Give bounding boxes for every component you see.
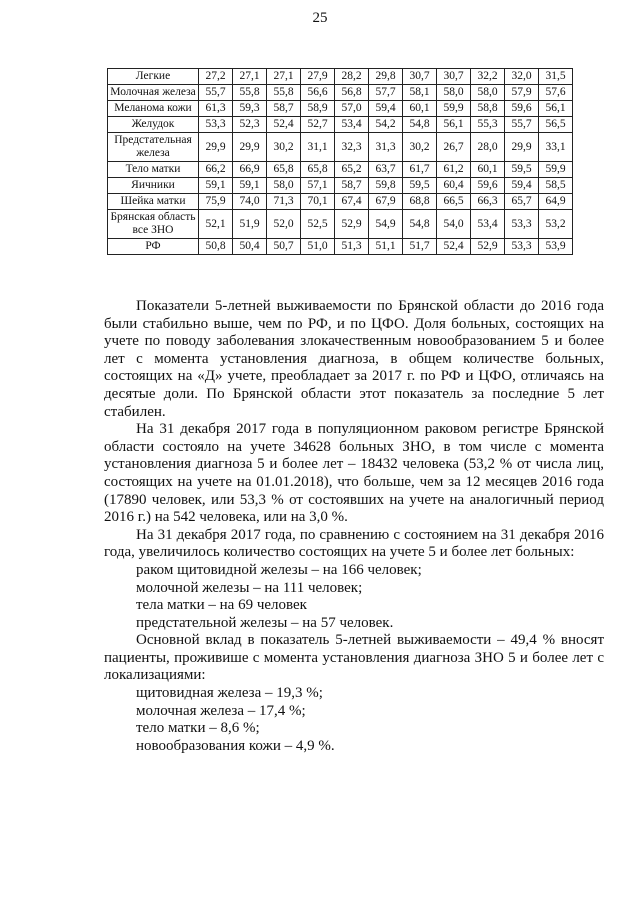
table-cell: 32,0 bbox=[505, 69, 539, 85]
list-item: щитовидная железа – 19,3 %; bbox=[136, 685, 323, 702]
table-cell: 52,4 bbox=[267, 117, 301, 133]
table-cell: 52,0 bbox=[267, 210, 301, 239]
table-cell: 70,1 bbox=[301, 194, 335, 210]
table-cell: 59,4 bbox=[505, 178, 539, 194]
paragraph-main-contribution: Основной вклад в показатель 5-летней выживаемости – 49,4 % вносят пациенты, проживише с момента установления диагноза ЗНО 5 и более лет с локализациями: bbox=[104, 632, 604, 684]
table-cell: 74,0 bbox=[233, 194, 267, 210]
table-cell: 30,2 bbox=[403, 133, 437, 162]
table-cell: 53,3 bbox=[505, 239, 539, 255]
table-cell: 31,5 bbox=[539, 69, 573, 85]
table-cell: 58,5 bbox=[539, 178, 573, 194]
table-cell: 28,0 bbox=[471, 133, 505, 162]
table-cell: 32,2 bbox=[471, 69, 505, 85]
table-cell: 54,0 bbox=[437, 210, 471, 239]
table-row bbox=[108, 210, 573, 239]
list-item: новообразования кожи – 4,9 %. bbox=[136, 737, 335, 754]
row-label: Желудок bbox=[108, 117, 199, 133]
table-cell: 55,7 bbox=[505, 117, 539, 133]
table-cell: 58,1 bbox=[403, 85, 437, 101]
row-label: Предстательная железа bbox=[108, 133, 199, 162]
table-cell: 58,7 bbox=[335, 178, 369, 194]
table-cell: 57,6 bbox=[539, 85, 573, 101]
table-cell: 30,7 bbox=[437, 69, 471, 85]
table-cell: 59,6 bbox=[505, 101, 539, 117]
table-cell: 67,4 bbox=[335, 194, 369, 210]
table-cell: 66,3 bbox=[471, 194, 505, 210]
table-cell: 55,3 bbox=[471, 117, 505, 133]
table-cell: 58,0 bbox=[267, 178, 301, 194]
table-cell: 52,9 bbox=[335, 210, 369, 239]
table-cell: 56,8 bbox=[335, 85, 369, 101]
table-cell: 61,3 bbox=[199, 101, 233, 117]
table-row bbox=[108, 117, 573, 133]
table-row bbox=[108, 101, 573, 117]
table-cell: 54,8 bbox=[403, 117, 437, 133]
table-cell: 27,1 bbox=[233, 69, 267, 85]
table-cell: 58,0 bbox=[471, 85, 505, 101]
table-cell: 51,1 bbox=[369, 239, 403, 255]
table-cell: 26,7 bbox=[437, 133, 471, 162]
table-cell: 52,9 bbox=[471, 239, 505, 255]
row-label: Шейка матки bbox=[108, 194, 199, 210]
table-cell: 59,8 bbox=[369, 178, 403, 194]
table-cell: 65,2 bbox=[335, 162, 369, 178]
table-cell: 58,7 bbox=[267, 101, 301, 117]
table-cell: 56,1 bbox=[539, 101, 573, 117]
table-cell: 52,1 bbox=[199, 210, 233, 239]
table-cell: 54,9 bbox=[369, 210, 403, 239]
table-cell: 52,4 bbox=[437, 239, 471, 255]
list-item: предстательной железы – на 57 человек. bbox=[136, 614, 394, 631]
table-cell: 75,9 bbox=[199, 194, 233, 210]
table-cell: 29,9 bbox=[505, 133, 539, 162]
paragraph-increase-intro: На 31 декабря 2017 года, по сравнению с состоянием на 31 декабря 2016 года, увеличилось количество состоящих на учете 5 и более лет больных: bbox=[104, 526, 604, 561]
body-text bbox=[104, 298, 604, 755]
table-row bbox=[108, 162, 573, 178]
table-cell: 65,8 bbox=[301, 162, 335, 178]
table-cell: 59,1 bbox=[233, 178, 267, 194]
table-cell: 65,7 bbox=[505, 194, 539, 210]
table-cell: 58,8 bbox=[471, 101, 505, 117]
table-cell: 59,6 bbox=[471, 178, 505, 194]
table-cell: 55,7 bbox=[199, 85, 233, 101]
table-row bbox=[108, 69, 573, 85]
table-cell: 59,1 bbox=[199, 178, 233, 194]
row-label: Молочная железа bbox=[108, 85, 199, 101]
table-cell: 50,4 bbox=[233, 239, 267, 255]
table-cell: 51,9 bbox=[233, 210, 267, 239]
table-cell: 53,4 bbox=[335, 117, 369, 133]
table-cell: 27,2 bbox=[199, 69, 233, 85]
list-item: молочная железа – 17,4 %; bbox=[136, 702, 306, 719]
list-item: тело матки – 8,6 %; bbox=[136, 720, 260, 737]
table-cell: 30,7 bbox=[403, 69, 437, 85]
row-label: Тело матки bbox=[108, 162, 199, 178]
page-number: 25 bbox=[312, 10, 328, 26]
table-cell: 59,9 bbox=[437, 101, 471, 117]
table-row bbox=[108, 85, 573, 101]
table-cell: 52,5 bbox=[301, 210, 335, 239]
table-cell: 61,7 bbox=[403, 162, 437, 178]
table-cell: 29,9 bbox=[233, 133, 267, 162]
row-label: Яичники bbox=[108, 178, 199, 194]
row-label: Легкие bbox=[108, 69, 199, 85]
survival-table-body bbox=[108, 69, 573, 255]
table-cell: 59,9 bbox=[539, 162, 573, 178]
table-row bbox=[108, 239, 573, 255]
list-item: тела матки – на 69 человек bbox=[136, 597, 307, 614]
survival-table bbox=[107, 68, 573, 255]
table-cell: 29,9 bbox=[199, 133, 233, 162]
table-cell: 59,5 bbox=[403, 178, 437, 194]
paragraph-registry-2017: На 31 декабря 2017 года в популяционном раковом регистре Брянской области состояло на учете 34628 больных ЗНО, в том числе с момента установления диагноза 5 и более лет – 18432 человека (53,2 % от числа лиц, состоящих на учете на 01.01.2018), что больше, чем за 12 месяцев 2016 года (17890 человек, или 53,3 % от состоявших на учете на аналогичный период 2016 г.) на 542 человека, или на 3,0 %. bbox=[104, 421, 604, 526]
table-cell: 53,9 bbox=[539, 239, 573, 255]
table-cell: 51,3 bbox=[335, 239, 369, 255]
increase-list bbox=[104, 562, 604, 632]
table-cell: 53,4 bbox=[471, 210, 505, 239]
table-cell: 50,8 bbox=[199, 239, 233, 255]
table-cell: 32,3 bbox=[335, 133, 369, 162]
table-cell: 67,9 bbox=[369, 194, 403, 210]
table-cell: 33,1 bbox=[539, 133, 573, 162]
table-cell: 51,0 bbox=[301, 239, 335, 255]
row-label: Меланома кожи bbox=[108, 101, 199, 117]
row-label: РФ bbox=[108, 239, 199, 255]
table-cell: 30,2 bbox=[267, 133, 301, 162]
table-cell: 56,1 bbox=[437, 117, 471, 133]
table-cell: 68,8 bbox=[403, 194, 437, 210]
table-cell: 57,7 bbox=[369, 85, 403, 101]
table-cell: 63,7 bbox=[369, 162, 403, 178]
table-cell: 66,9 bbox=[233, 162, 267, 178]
table-cell: 56,5 bbox=[539, 117, 573, 133]
table-cell: 64,9 bbox=[539, 194, 573, 210]
table-cell: 61,2 bbox=[437, 162, 471, 178]
table-cell: 58,9 bbox=[301, 101, 335, 117]
table-cell: 28,2 bbox=[335, 69, 369, 85]
list-item: раком щитовидной железы – на 166 человек; bbox=[136, 561, 422, 578]
table-cell: 57,9 bbox=[505, 85, 539, 101]
table-cell: 55,8 bbox=[267, 85, 301, 101]
table-cell: 56,6 bbox=[301, 85, 335, 101]
table-cell: 51,7 bbox=[403, 239, 437, 255]
row-label: Брянская область все ЗНО bbox=[108, 210, 199, 239]
table-cell: 53,3 bbox=[505, 210, 539, 239]
table-cell: 59,5 bbox=[505, 162, 539, 178]
table-cell: 60,1 bbox=[403, 101, 437, 117]
table-cell: 55,8 bbox=[233, 85, 267, 101]
table-cell: 53,2 bbox=[539, 210, 573, 239]
table-cell: 71,3 bbox=[267, 194, 301, 210]
table-cell: 60,4 bbox=[437, 178, 471, 194]
table-cell: 66,2 bbox=[199, 162, 233, 178]
table-cell: 50,7 bbox=[267, 239, 301, 255]
table-cell: 54,8 bbox=[403, 210, 437, 239]
table-row bbox=[108, 133, 573, 162]
table-cell: 52,7 bbox=[301, 117, 335, 133]
table-cell: 54,2 bbox=[369, 117, 403, 133]
table-cell: 66,5 bbox=[437, 194, 471, 210]
table-cell: 27,9 bbox=[301, 69, 335, 85]
table-cell: 58,0 bbox=[437, 85, 471, 101]
table-cell: 53,3 bbox=[199, 117, 233, 133]
table-cell: 57,0 bbox=[335, 101, 369, 117]
table-cell: 59,3 bbox=[233, 101, 267, 117]
table-cell: 31,1 bbox=[301, 133, 335, 162]
table-cell: 27,1 bbox=[267, 69, 301, 85]
table-cell: 60,1 bbox=[471, 162, 505, 178]
table-cell: 52,3 bbox=[233, 117, 267, 133]
contribution-list bbox=[104, 685, 604, 755]
table-cell: 65,8 bbox=[267, 162, 301, 178]
table-row bbox=[108, 194, 573, 210]
table-cell: 31,3 bbox=[369, 133, 403, 162]
table-cell: 59,4 bbox=[369, 101, 403, 117]
list-item: молочной железы – на 111 человек; bbox=[136, 579, 363, 596]
table-cell: 29,8 bbox=[369, 69, 403, 85]
table-cell: 57,1 bbox=[301, 178, 335, 194]
table-row bbox=[108, 178, 573, 194]
paragraph-survival-comparison: Показатели 5-летней выживаемости по Брянской области до 2016 года были стабильно выше, чем по РФ, и по ЦФО. Доля больных, состоящих на учете по поводу заболевания злокачественным новообразованием 5 и более лет с момента установления диагноза, в общем количестве больных, состоящих на «Д» учете, преобладает за 2017 г. по РФ и ЦФО, отличаясь на десятые доли. По Брянской области этот показатель за последние 5 лет стабилен. bbox=[104, 298, 604, 420]
